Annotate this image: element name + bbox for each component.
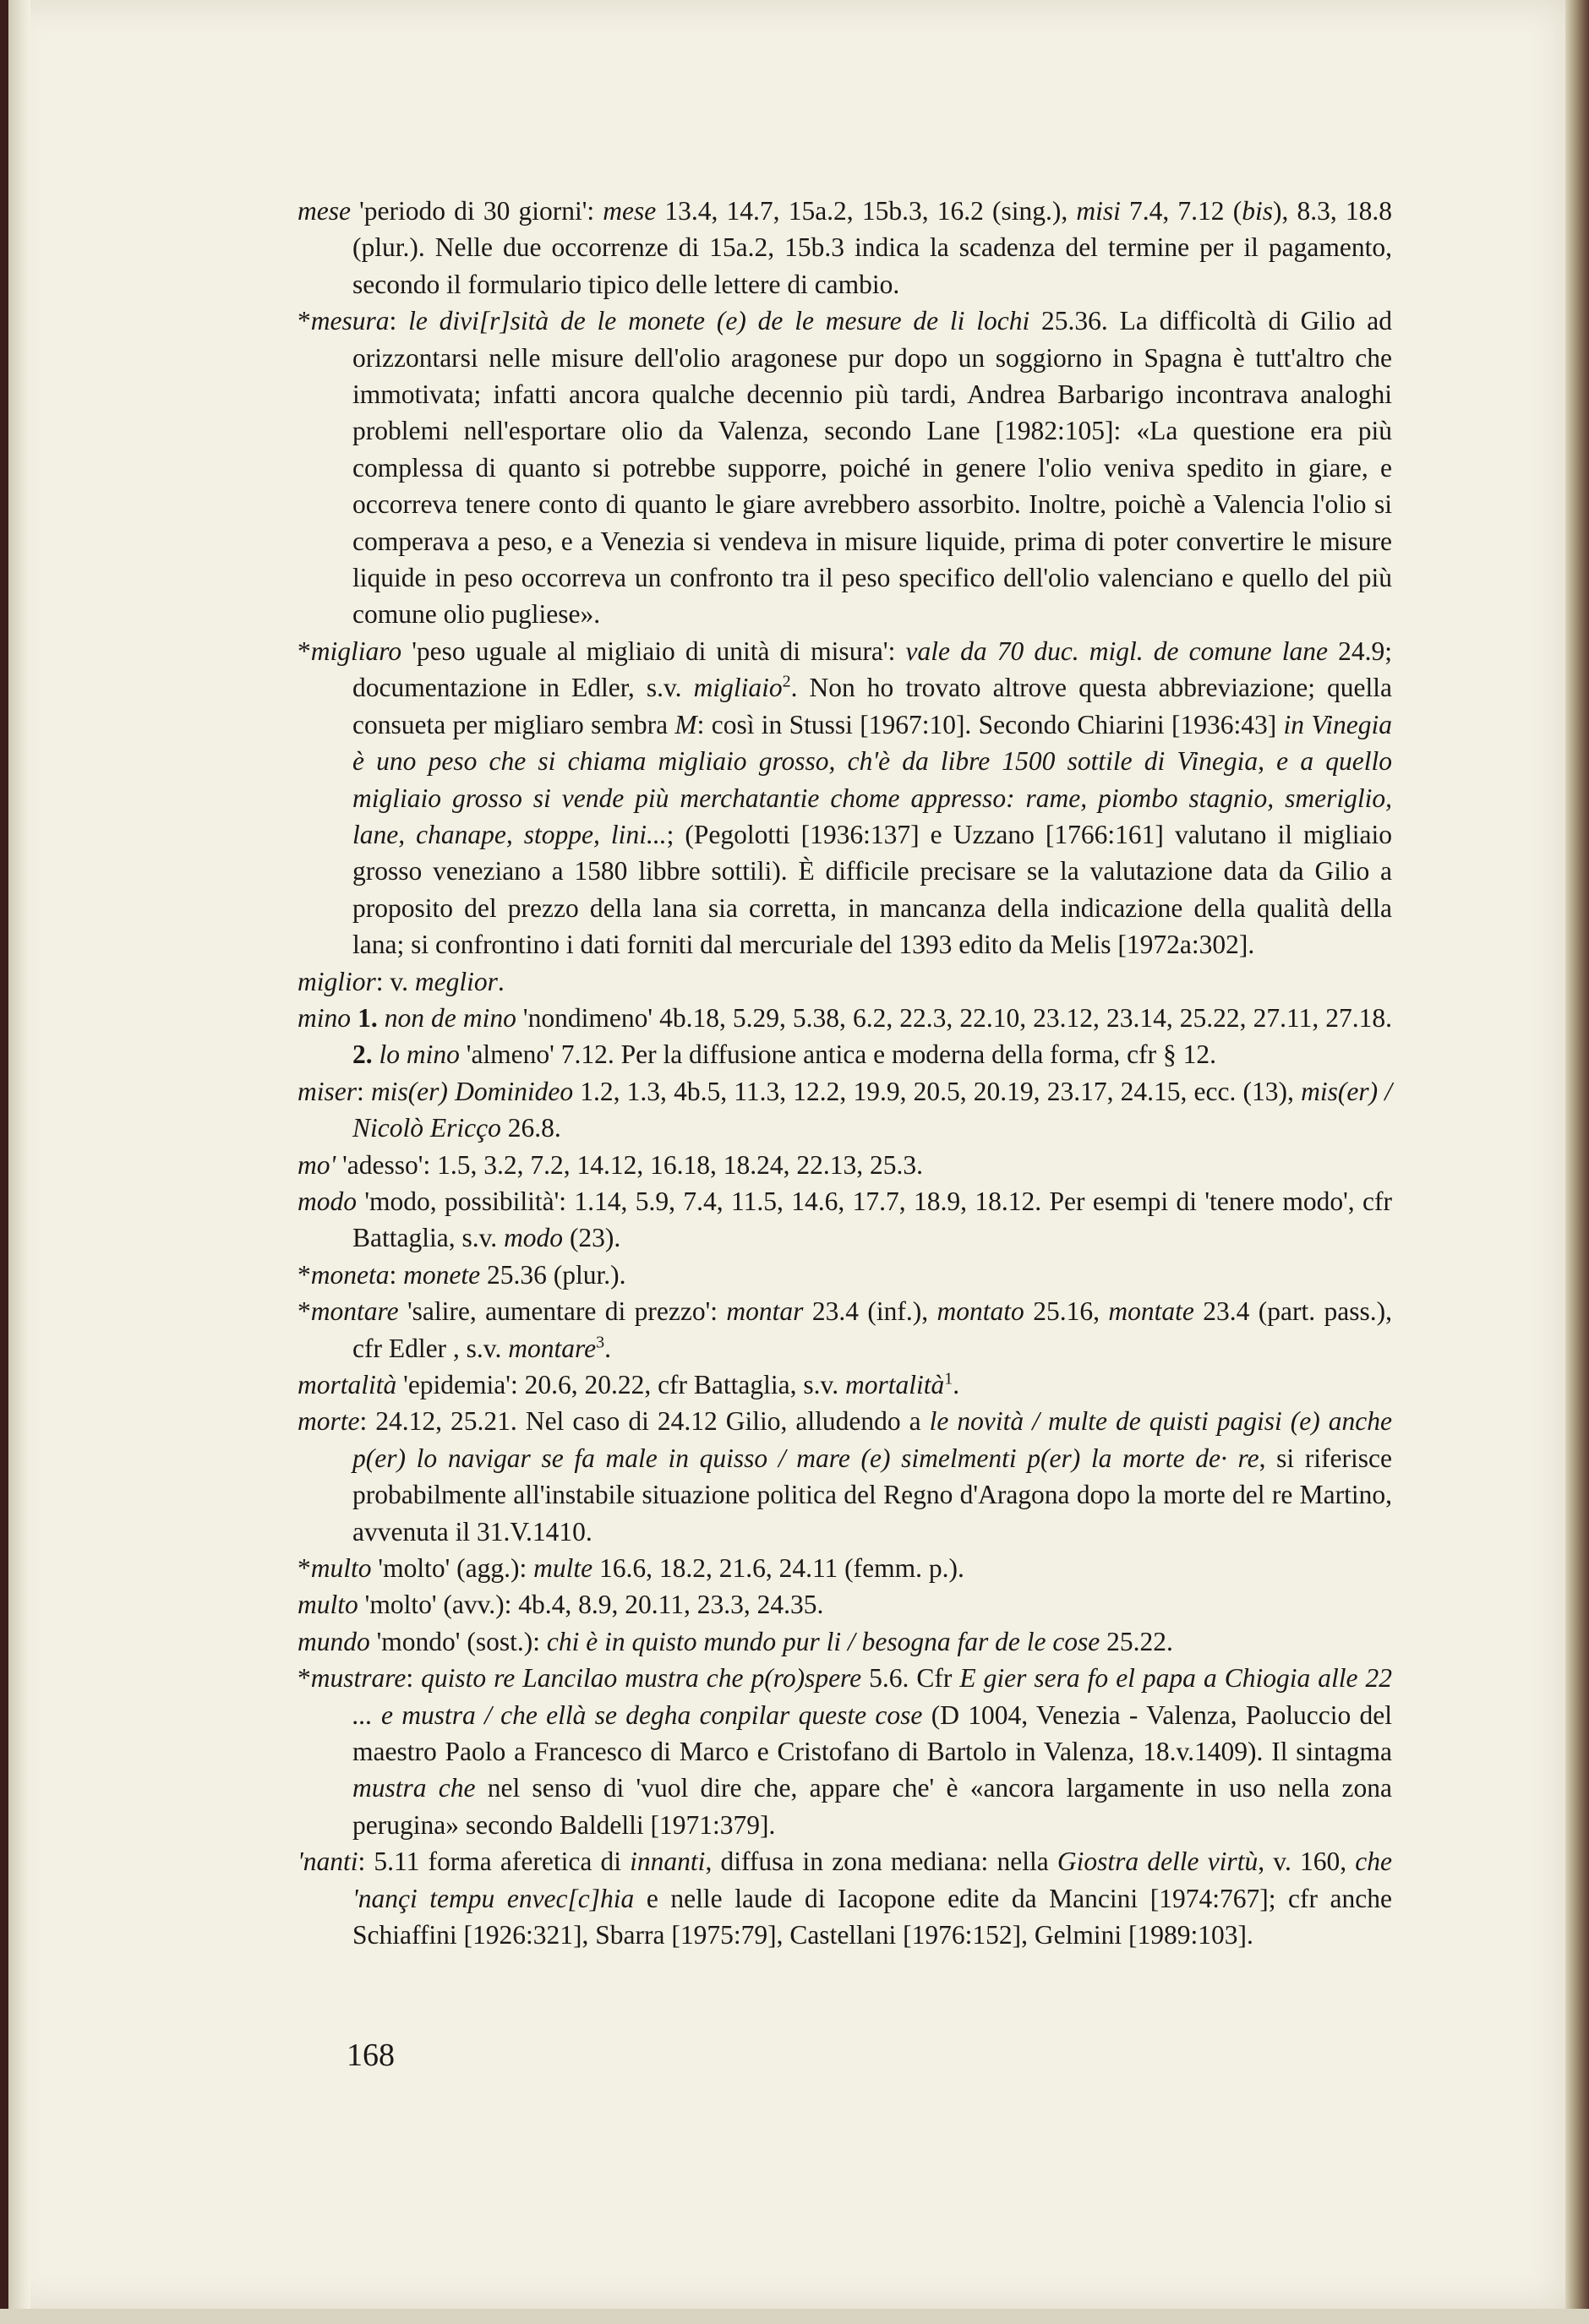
entry-text: : xyxy=(389,306,409,336)
entry-text: 7.4, 7.12 ( xyxy=(1120,196,1242,226)
sense-number: 1. xyxy=(358,1002,378,1033)
superscript: 3 xyxy=(596,1333,605,1352)
italic-text: mese xyxy=(298,196,351,226)
entry-text: 13.4, 14.7, 15a.2, 15b.3, 16.2 (sing.), xyxy=(656,196,1077,226)
italic-text: montato xyxy=(936,1296,1024,1327)
page-gutter xyxy=(8,0,30,2309)
glossary-entry-migliaro xyxy=(298,633,1392,963)
italic-text: mustrare xyxy=(310,1663,407,1694)
book-page xyxy=(8,0,1565,2309)
italic-text: Giostra delle virtù xyxy=(1057,1847,1259,1877)
entry-text: 1.2, 1.3, 4b.5, 11.3, 12.2, 19.9, 20.5, 20.19, 23.17, 24.15, ecc. (13), xyxy=(573,1076,1302,1106)
entry-text: 23.4 (part. pass.), cfr Edler , s.v. xyxy=(352,1296,1393,1363)
glossary-entry-nanti xyxy=(298,1843,1392,1953)
italic-text: mustra che xyxy=(352,1773,476,1803)
italic-text: 'nanti xyxy=(298,1847,358,1877)
entry-text: * xyxy=(298,1663,311,1694)
italic-text: montate xyxy=(1108,1296,1194,1327)
entry-text: , si riferisce probabilmente all'instabile situazione politica del Regno d'Aragona dopo la morte del re Martino, avvenuta il 31.V.1410. xyxy=(352,1443,1392,1547)
entry-text: , v. 160, xyxy=(1258,1847,1356,1877)
italic-text: modo xyxy=(298,1186,357,1216)
entry-text: 25.16, xyxy=(1024,1296,1109,1327)
italic-text: montar xyxy=(726,1296,804,1327)
entry-text: ), 8.3, 18.8 (plur.). Nelle due occorrenze di 15a.2, 15b.3 indica la scadenza del termine per il pagamento, secondo il formulario tipico delle lettere di cambio. xyxy=(352,196,1392,299)
glossary-entry-morte xyxy=(298,1403,1392,1550)
glossary-entry-mo xyxy=(298,1147,1392,1183)
italic-text: le novità / multe de quisti pagisi (e) anche p(er) lo navigar se fa male in quisso / mare (e) simelmenti p(er) la morte de· re xyxy=(352,1406,1393,1473)
italic-text: moneta xyxy=(310,1259,390,1290)
italic-text: modo xyxy=(504,1223,564,1253)
entry-text xyxy=(373,1039,380,1069)
entry-text: (23). xyxy=(563,1223,621,1253)
italic-text: vale da 70 duc. migl. de comune lane xyxy=(905,636,1328,666)
italic-text: migliaro xyxy=(310,636,402,666)
entry-text xyxy=(378,1003,385,1033)
entry-text: 'epidemia': 20.6, 20.22, cfr Battaglia, s.v. xyxy=(396,1370,845,1399)
italic-text: mino xyxy=(298,1002,351,1033)
entry-text: 'almeno' 7.12. Per la diffusione antica e moderna della forma, cfr § 12. xyxy=(459,1039,1216,1070)
entry-text: . xyxy=(953,1370,960,1399)
italic-text: chi è in quisto mundo pur li / besogna far de le cose xyxy=(546,1626,1100,1656)
glossary-entry-miglior xyxy=(298,963,1392,1000)
entry-text: 'salire, aumentare di prezzo': xyxy=(398,1296,727,1327)
italic-text: non de mino xyxy=(384,1002,516,1033)
entry-text: : v. xyxy=(375,966,415,996)
italic-text: bis xyxy=(1242,196,1273,226)
glossary-entry-mese xyxy=(298,193,1392,303)
italic-text: mesura xyxy=(310,306,390,336)
entry-text: 'mondo' (sost.): xyxy=(369,1626,547,1656)
entry-text: : xyxy=(357,1076,371,1106)
page-number: 168 xyxy=(347,2038,395,2073)
entry-text: * xyxy=(298,636,311,666)
sense-number: 2. xyxy=(352,1039,373,1070)
glossary-entry-multo-agg xyxy=(298,1550,1392,1586)
entry-text: 'molto' (agg.): xyxy=(371,1553,534,1584)
italic-text: misi xyxy=(1076,196,1121,226)
glossary-entry-multo-avv xyxy=(298,1586,1392,1623)
italic-text: montare xyxy=(508,1333,597,1363)
entry-text: : così in Stussi [1967:10]. Secondo Chiarini [1936:43] xyxy=(696,709,1284,739)
entry-text: 5.6. Cfr xyxy=(861,1663,960,1694)
italic-text: innanti xyxy=(630,1847,706,1877)
italic-text: mortalità xyxy=(298,1370,397,1399)
page-stack-edge xyxy=(1565,0,1589,2324)
italic-text: miser xyxy=(298,1076,357,1106)
entry-text: nel senso di 'vuol dire che, appare che' è «ancora largamente in uso nella zona perugina» secondo Baldelli [1971:379]. xyxy=(352,1773,1392,1840)
italic-text: le divi[r]sità de le monete (e) de le mesure de li lochi xyxy=(408,306,1030,336)
italic-text: E gier sera fo el papa a Chiogia alle 22 ... e mustra / che ellà se degha conpilar queste cose xyxy=(352,1663,1392,1730)
entry-text: : xyxy=(406,1663,422,1694)
italic-text: lo mino xyxy=(379,1039,460,1070)
entry-text: * xyxy=(298,1296,311,1327)
entry-text: 25.22. xyxy=(1100,1626,1173,1656)
entry-text: 'molto' (avv.): 4b.4, 8.9, 20.11, 23.3, 24.35. xyxy=(358,1590,824,1620)
entry-text: 24.9; documentazione in Edler, s.v. xyxy=(352,636,1392,703)
glossary-entry-miser xyxy=(298,1073,1392,1147)
glossary-entry-modo xyxy=(298,1183,1392,1257)
entry-text: (D 1004, Venezia - Valenza, Paoluccio del maestro Paolo a Francesco di Marco e Cristofano di Bartolo in Valenza, 18.v.1409). Il sintagma xyxy=(352,1699,1393,1767)
glossary-entry-moneta xyxy=(298,1257,1392,1293)
glossary-entries xyxy=(298,193,1392,1954)
glossary-entry-mortalita xyxy=(298,1367,1392,1403)
entry-text: 'periodo di 30 giorni': xyxy=(350,196,603,226)
glossary-entry-mustrare xyxy=(298,1660,1392,1843)
entry-text: . Non ho trovato altrove questa abbreviazione; quella consueta per migliaro sembra xyxy=(352,673,1392,739)
italic-text: multo xyxy=(298,1590,358,1620)
italic-text: in Vinegia è uno peso che si chiama migliaio grosso, ch'è da libre 1500 sottile di Vinegia, e a quello migliaio grosso si vende più merchatantie chome appresso: rame, piombo stagnio, smeriglio, lane, chanape, stoppe, lini... xyxy=(352,709,1392,849)
superscript: 1 xyxy=(944,1369,953,1388)
italic-text: M xyxy=(674,709,697,739)
italic-text: mis(er) Dominideo xyxy=(370,1076,574,1106)
entry-text: 25.36. La difficoltà di Gilio ad orizzontarsi nelle misure dell'olio aragonese pur dopo un soggiorno in Spagna è tutt'altro che immotivata; infatti ancora qualche decennio più tardi, Andrea Barbarigo incontrava analoghi problemi nell'esportare olio da Valenza, secondo Lane [1982:105]: «La questione era più complessa di quanto si potrebbe supporre, poiché in genere l'olio veniva spedito in giare, e occorreva tenere conto di quanto le giare avrebbero assorbito. Inoltre, poichè a Valencia l'olio si comperava a peso, e a Venezia si vendeva in misure liquide, prima di poter convertire le misure liquide in peso occorreva un confronto tra il peso specifico dell'olio valenciano e quello del più comune olio pugliese». xyxy=(352,306,1392,630)
glossary-entry-mundo xyxy=(298,1623,1392,1660)
entry-text: * xyxy=(298,306,311,336)
glossary-entry-montare xyxy=(298,1293,1392,1367)
entry-text: * xyxy=(298,1259,311,1290)
italic-text: mese xyxy=(603,196,657,226)
italic-text: miglior xyxy=(298,966,376,996)
entry-text: * xyxy=(298,1553,311,1584)
entry-text: : 24.12, 25.21. Nel caso di 24.12 Gilio, alludendo a xyxy=(359,1406,930,1437)
entry-text: 23.4 (inf.), xyxy=(803,1296,937,1327)
entry-text: ; (Pegolotti [1936:137] e Uzzano [1766:161] valutano il migliaio grosso veneziano a 1580 libbre sottili). È difficile precisare se la valutazione data da Gilio a proposito del prezzo della lana sia corretta, in mancanza della indicazione della qualità della lana; si confrontino i dati forniti dal mercuriale del 1393 edito da Melis [1972a:302]. xyxy=(352,819,1393,960)
entry-text: : 5.11 forma aferetica di xyxy=(358,1847,631,1877)
page-bottom-edge xyxy=(0,2309,1589,2324)
italic-text: meglior xyxy=(414,966,498,996)
entry-text: , diffusa in zona mediana: nella xyxy=(705,1847,1057,1877)
entry-text xyxy=(351,1003,358,1033)
italic-text: migliaio xyxy=(693,673,783,703)
italic-text: mortalità xyxy=(844,1370,945,1399)
glossary-entry-mino xyxy=(298,1000,1392,1073)
entry-text: 'nondimeno' 4b.18, 5.29, 5.38, 6.2, 22.3, 22.10, 23.12, 23.14, 25.22, 27.11, 27.18. xyxy=(516,1002,1393,1033)
italic-text: che 'nançi tempu envec[c]hia xyxy=(352,1847,1393,1913)
italic-text: multe xyxy=(533,1553,593,1584)
entry-text: 'modo, possibilità': 1.14, 5.9, 7.4, 11.5, 14.6, 17.7, 18.9, 18.12. Per esempi di 'tenere modo', cfr Battaglia, s.v. xyxy=(352,1186,1392,1253)
entry-text: 25.36 (plur.). xyxy=(480,1259,626,1290)
italic-text: mo' xyxy=(298,1149,336,1180)
italic-text: mis(er) / Nicolò Ericço xyxy=(352,1076,1392,1143)
glossary-entry-mesura xyxy=(298,303,1392,633)
italic-text: multo xyxy=(310,1553,372,1584)
entry-text: . xyxy=(497,966,505,996)
superscript: 2 xyxy=(782,672,791,691)
entry-text: . xyxy=(604,1333,611,1363)
entry-text: 'adesso': 1.5, 3.2, 7.2, 14.12, 16.18, 18.24, 22.13, 25.3. xyxy=(336,1149,923,1180)
italic-text: mundo xyxy=(298,1626,370,1656)
italic-text: quisto re Lancilao mustra che p(ro)spere xyxy=(421,1663,862,1694)
entry-text: 26.8. xyxy=(500,1113,561,1143)
italic-text: monete xyxy=(403,1259,481,1290)
italic-text: montare xyxy=(310,1296,399,1327)
entry-text: : xyxy=(389,1259,404,1290)
entry-text: 'peso uguale al migliaio di unità di misura': xyxy=(401,636,906,666)
entry-text: 16.6, 18.2, 21.6, 24.11 (femm. p.). xyxy=(592,1553,964,1584)
entry-text: e nelle laude di Iacopone edite da Mancini [1974:767]; cfr anche Schiaffini [1926:321], Sbarra [1975:79], Castellani [1976:152], Gelmini [1989:103]. xyxy=(352,1883,1392,1950)
italic-text: morte xyxy=(298,1406,360,1437)
